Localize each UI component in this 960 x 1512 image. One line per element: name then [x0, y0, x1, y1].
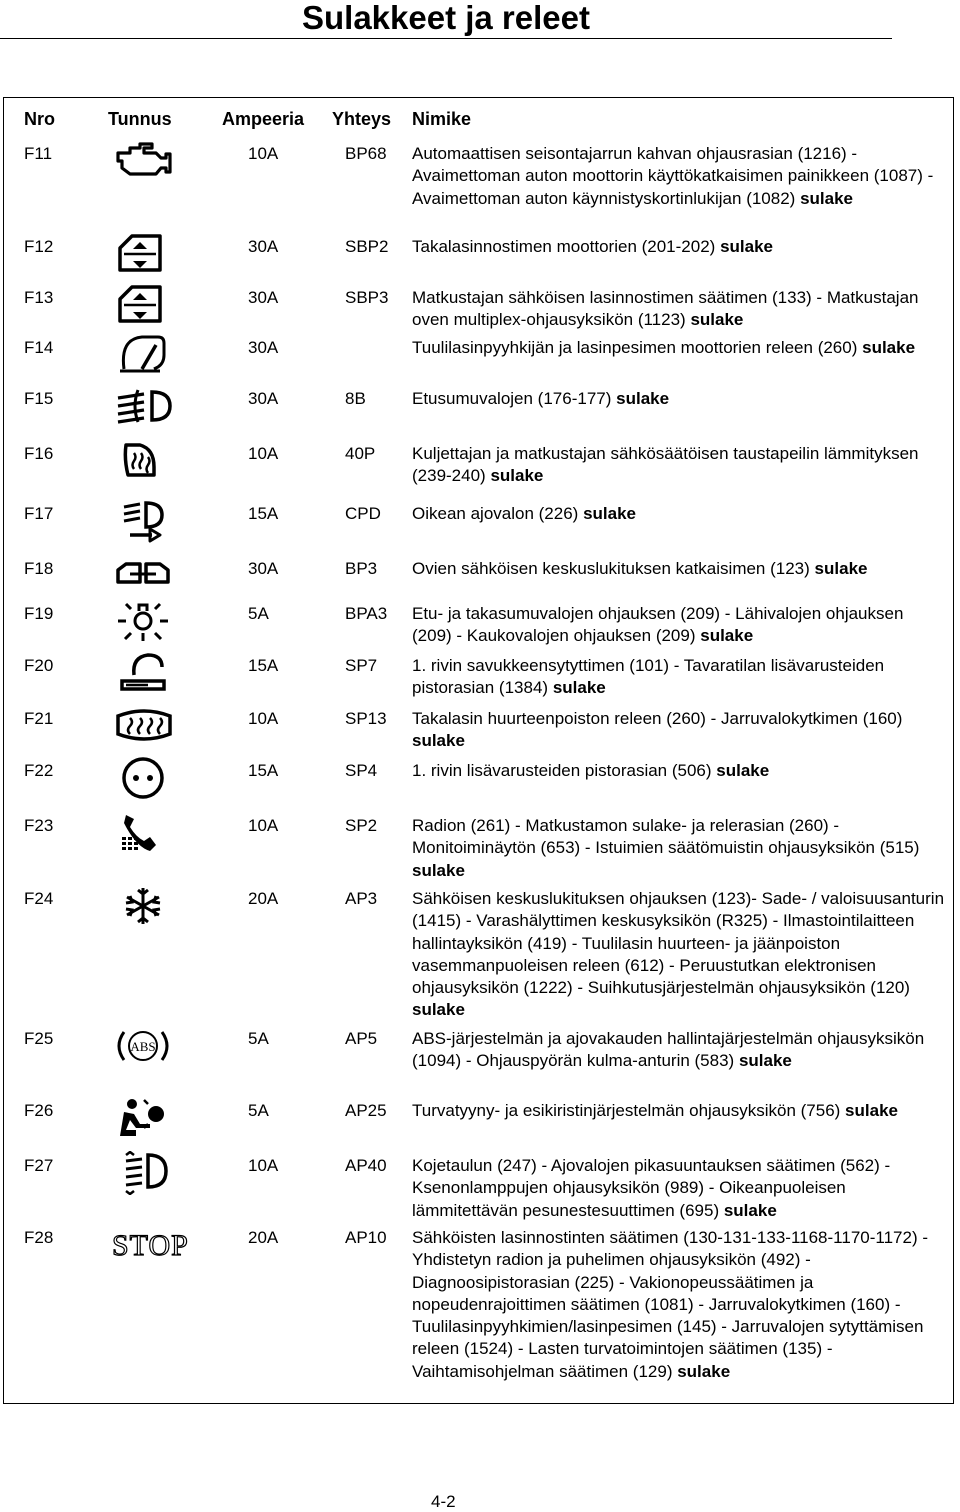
description-text: Tuulilasinpyyhkijän ja lasinpesimen moottorien releen (260) [412, 338, 858, 357]
sulake-label: sulake [845, 1101, 898, 1120]
fuse-number: F14 [24, 338, 54, 357]
fuse-description [412, 1100, 947, 1122]
connection-code: AP25 [345, 1101, 387, 1120]
telephone-icon [112, 811, 180, 857]
ampere-value: 30A [248, 389, 279, 408]
ampere-value: 30A [248, 288, 279, 307]
ampere-value: 10A [248, 444, 279, 463]
fuse-description [412, 337, 947, 359]
heated-seat-icon [112, 439, 180, 485]
ampere-value: 30A [248, 338, 279, 357]
connection-code: SP4 [345, 761, 378, 780]
fuse-description [412, 503, 947, 525]
description-text: 1. rivin savukkeensytyttimen (101) - Tavaratilan lisävarusteiden pistorasian (1384) [412, 656, 885, 698]
connection-code: AP3 [345, 889, 378, 908]
fuse-description [412, 815, 947, 882]
front-fog-light-icon [112, 384, 180, 430]
connection-code: SBP2 [345, 237, 389, 256]
description-text: Takalasin huurteenpoiston releen (260) - Jarruvalokytkimen (160) [412, 709, 903, 728]
connection-code: CPD [345, 504, 381, 523]
ampere-value: 5A [248, 1101, 269, 1120]
cigarette-lighter-icon [112, 651, 180, 697]
icon-label: ABS [130, 1039, 156, 1054]
page-number: 4-2 [431, 1492, 456, 1511]
description-text: Ovien sähköisen keskuslukituksen katkaisimen (123) [412, 559, 810, 578]
ampere-value: 20A [248, 889, 279, 908]
description-text: 1. rivin lisävarusteiden pistorasian (506) [412, 761, 712, 780]
ampere-value: 10A [248, 816, 279, 835]
ampere-value: 15A [248, 656, 279, 675]
header-tunnus: Tunnus [108, 109, 172, 129]
header-ampeeria: Ampeeria [222, 109, 305, 129]
engine-check-icon [112, 139, 180, 185]
description-text: Turvatyyny- ja esikiristinjärjestelmän ohjausyksikön (756) [412, 1101, 841, 1120]
connection-code: AP40 [345, 1156, 387, 1175]
window-lift-icon [112, 283, 180, 329]
connection-code: BP3 [345, 559, 378, 578]
sulake-label: sulake [814, 559, 868, 578]
description-text: Sähköisen keskuslukituksen ohjauksen (123)- Sade- / valoisuusanturin (1415) - Varashälyttimen keskusyksikön (R325) - Ilmastointilaitteen hallintayksikön (419) - Tuulilasin huurteen- ja jäänpoiston vasemmanpuoleisen releen (612) - Peruustutkan elektronisen ohjausyksikön (1222) - Suihkutusjärjestelmän ohjausyksikön (120) [412, 889, 945, 998]
ampere-value: 15A [248, 504, 279, 523]
description-text: Takalasinnostimen moottorien (201-202) [412, 237, 716, 256]
fuse-number: F13 [24, 288, 54, 307]
fuse-description [412, 287, 947, 332]
central-lock-icon [112, 554, 180, 600]
sulake-label: sulake [690, 310, 744, 330]
fuse-number: F26 [24, 1101, 54, 1120]
ampere-value: 30A [248, 559, 279, 578]
sulake-label: sulake [677, 1361, 731, 1381]
description-text: Automaattisen seisontajarrun kahvan ohjausrasian (1216) - Avaimettoman auton moottorin käyttökatkaisimen painikkeen (1087) -Avaimettoman auton käynnistyskortinlukijan (1082) [412, 144, 934, 208]
connection-code: BP68 [345, 144, 387, 163]
description-text: Oikean ajovalon (226) [412, 504, 579, 523]
description-text: Etu- ja takasumuvalojen ohjauksen (209) - Lähivalojen ohjauksen (209) - Kaukovalojen ohjauksen (209) [412, 604, 904, 646]
power-socket-icon [112, 756, 180, 802]
fuse-description [412, 603, 947, 648]
sulake-label: sulake [723, 1200, 777, 1220]
connection-code: SBP3 [345, 288, 389, 307]
snowflake-icon [112, 884, 180, 930]
ampere-value: 30A [248, 237, 279, 256]
sulake-label: sulake [738, 1051, 792, 1071]
headlight-right-icon [112, 499, 180, 545]
fuse-number: F21 [24, 709, 54, 728]
description-text: Kuljettajan ja matkustajan sähkösäätöisen taustapeilin lämmityksen (239-240) [412, 444, 919, 486]
header-nimike: Nimike [412, 109, 472, 129]
headlight-adjust-icon [112, 1151, 180, 1197]
fuse-description [412, 558, 947, 580]
fuse-description [412, 388, 947, 410]
fuse-description [412, 1227, 947, 1383]
connection-code: AP5 [345, 1029, 378, 1048]
fuse-description [412, 1155, 947, 1222]
window-lift-icon [112, 232, 180, 278]
sulake-label: sulake [616, 389, 670, 408]
fuse-description [412, 888, 947, 1022]
fuse-number: F20 [24, 656, 54, 675]
sulake-label: sulake [412, 1000, 465, 1020]
header-nro: Nro [24, 109, 55, 129]
lamp-icon [112, 599, 180, 645]
fuse-number: F17 [24, 504, 54, 523]
fuse-number: F25 [24, 1029, 54, 1048]
sulake-label: sulake [700, 626, 754, 646]
sulake-label: sulake [552, 678, 606, 698]
fuse-description [412, 443, 947, 488]
fuse-number: F19 [24, 604, 54, 623]
sulake-label: sulake [800, 188, 854, 208]
ampere-value: 5A [248, 1029, 269, 1048]
sulake-label: sulake [412, 731, 465, 751]
fuse-description [412, 143, 947, 210]
fuse-description [412, 236, 947, 258]
fuse-number: F11 [24, 144, 53, 163]
connection-code: SP13 [345, 709, 387, 728]
title-rule [0, 38, 892, 39]
description-text: Etusumuvalojen (176-177) [412, 389, 612, 408]
ampere-value: 20A [248, 1228, 279, 1247]
fuse-description [412, 708, 947, 753]
icon-label: STOP [112, 1229, 189, 1262]
fuse-number: F24 [24, 889, 54, 908]
header-yhteys: Yhteys [332, 109, 392, 129]
fuse-number: F27 [24, 1156, 54, 1175]
wiper-icon [112, 333, 180, 379]
page-title: Sulakkeet ja releet [301, 0, 590, 36]
ampere-value: 10A [248, 144, 279, 163]
stop-icon [112, 1223, 189, 1269]
fuse-number: F15 [24, 389, 54, 408]
fuse-number: F16 [24, 444, 54, 463]
fuse-description [412, 655, 947, 700]
ampere-value: 10A [248, 1156, 279, 1175]
fuse-number: F23 [24, 816, 54, 835]
sulake-label: sulake [862, 338, 916, 357]
sulake-label: sulake [716, 761, 770, 780]
connection-code: AP10 [345, 1228, 387, 1247]
connection-code: 8B [345, 389, 366, 408]
connection-code: SP7 [345, 656, 378, 675]
sulake-label: sulake [583, 504, 636, 523]
description-text: Radion (261) - Matkustamon sulake- ja relerasian (260) - Monitoiminäytön (653) - Istuimien säätömuistin ohjausyksikön (515) [412, 816, 920, 858]
connection-code: SP2 [345, 816, 378, 835]
fuse-number: F18 [24, 559, 54, 578]
fuse-number: F12 [24, 237, 54, 256]
sulake-label: sulake [412, 860, 465, 880]
description-text: Sähköisten lasinnostinten säätimen (130-131-133-1168-1170-1172) - Yhdistetyn radion ja puhelimen ohjausyksikön (492) - Diagnoosipistorasian (225) - Vakionopeussäätimen ja nopeudenrajoittimen säätimen (1081) - Jarruvalokytkimen (160) - Tuulilasinpyyhkimien/lasinpesimen (145) - Jarruvalojen sytyttämisen releen (1524) - Lasten turvatoimintojen säätimen (135) - Vaihtamisohjelman säätimen (129) [412, 1228, 928, 1381]
ampere-value: 15A [248, 761, 279, 780]
ampere-value: 10A [248, 709, 279, 728]
fuse-description [412, 1028, 947, 1073]
description-text: Matkustajan sähköisen lasinnostimen säätimen (133) - Matkustajan oven multiplex-ohjausyksikön (1123) [412, 288, 919, 330]
description-text: ABS-järjestelmän ja ajovakauden hallintajärjestelmän ohjausyksikön (1094) - Ohjauspyörän kulma-anturin (583) [412, 1029, 925, 1071]
fuse-description [412, 760, 947, 782]
rear-defrost-icon [112, 704, 180, 750]
sulake-label: sulake [720, 237, 773, 256]
description-text: Kojetaulun (247) - Ajovalojen pikasuuntauksen säätimen (562) - Ksenonlamppujen ohjausyksikön (989) - Oikeanpuoleisen lämmitettävän pesunestesuuttimen (695) [412, 1156, 891, 1220]
connection-code: 40P [345, 444, 376, 463]
ampere-value: 5A [248, 604, 269, 623]
airbag-icon [112, 1096, 180, 1142]
sulake-label: sulake [490, 466, 544, 486]
fuse-number: F28 [24, 1228, 54, 1247]
connection-code: BPA3 [345, 604, 388, 623]
fuse-number: F22 [24, 761, 54, 780]
abs-icon [112, 1024, 180, 1070]
